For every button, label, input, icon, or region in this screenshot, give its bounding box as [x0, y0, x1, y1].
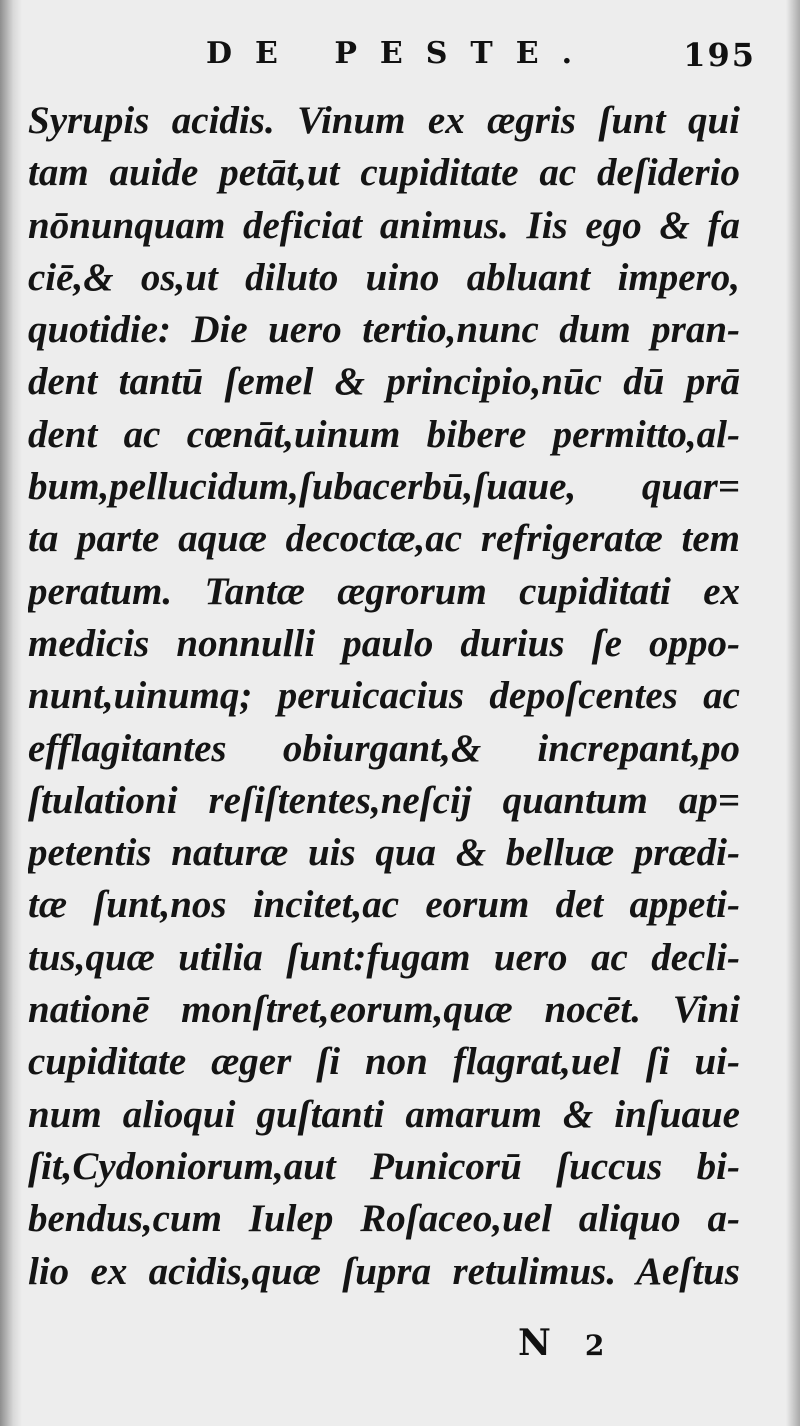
signature-mark	[518, 1322, 610, 1364]
text-line: bendus,cum Iulep Roſaceo,uel aliquo a-	[28, 1197, 740, 1241]
text-line: Syrupis acidis. Vinum ex ægris ſunt qui	[28, 99, 740, 142]
text-line: quotidie: Die uero tertio,nunc dum pran-	[28, 308, 740, 352]
text-line: peratum. Tantæ ægrorum cupiditati ex	[28, 569, 740, 613]
text-line: cupiditate æger ſi non flagrat,uel ſi ui-	[28, 1040, 740, 1084]
text-line: nunt,uinumq; peruicacius depoſcentes ac	[28, 674, 740, 718]
page-header	[36, 30, 756, 86]
text-line: tam auide petāt,ut cupiditate ac deſiderio	[28, 151, 740, 195]
text-line: ſit,Cydoniorum,aut Punicorū ſuccus bi-	[28, 1144, 740, 1188]
page-number: 195	[683, 36, 756, 74]
body-text	[28, 95, 740, 1298]
text-line: tæ ſunt,nos incitet,ac eorum det appeti-	[28, 883, 740, 927]
text-line: nationē monſtret,eorum,quæ nocēt. Vini	[28, 988, 740, 1032]
text-line: dent ac cœnāt,uinum bibere permitto,al-	[28, 412, 740, 456]
text-line: lio ex acidis,quæ ſupra retulimus. Aeſtus	[28, 1249, 740, 1293]
text-line: medicis nonnulli paulo durius ſe oppo-	[28, 621, 740, 665]
signature-letter: N	[518, 1322, 557, 1364]
text-line: petentis naturæ uis qua & belluæ prædi-	[28, 831, 740, 875]
text-line: tus,quæ utilia ſunt:fugam uero ac decli-	[28, 935, 740, 979]
text-line: ciē,& os,ut diluto uino abluant impero,	[28, 255, 740, 299]
signature-number: 2	[584, 1329, 611, 1362]
text-line: efflagitantes obiurgant,& increpant,po	[28, 726, 740, 770]
text-line: dent tantū ſemel & principio,nūc dū prā	[28, 360, 740, 404]
text-line: bum,pellucidum,ſubacerbū,ſuaue, quar=	[28, 465, 740, 509]
text-line: num alioqui guſtanti amarum & inſuaue	[28, 1092, 740, 1136]
text-line: nōnunquam deficiat animus. Iis ego & fa	[28, 203, 740, 247]
text-line: ta parte aquæ decoctæ,ac refrigeratæ tem	[28, 517, 740, 561]
text-line: ſtulationi reſiſtentes,neſcij quantum ap=	[28, 778, 740, 822]
running-head: DE PESTE.	[206, 36, 596, 71]
